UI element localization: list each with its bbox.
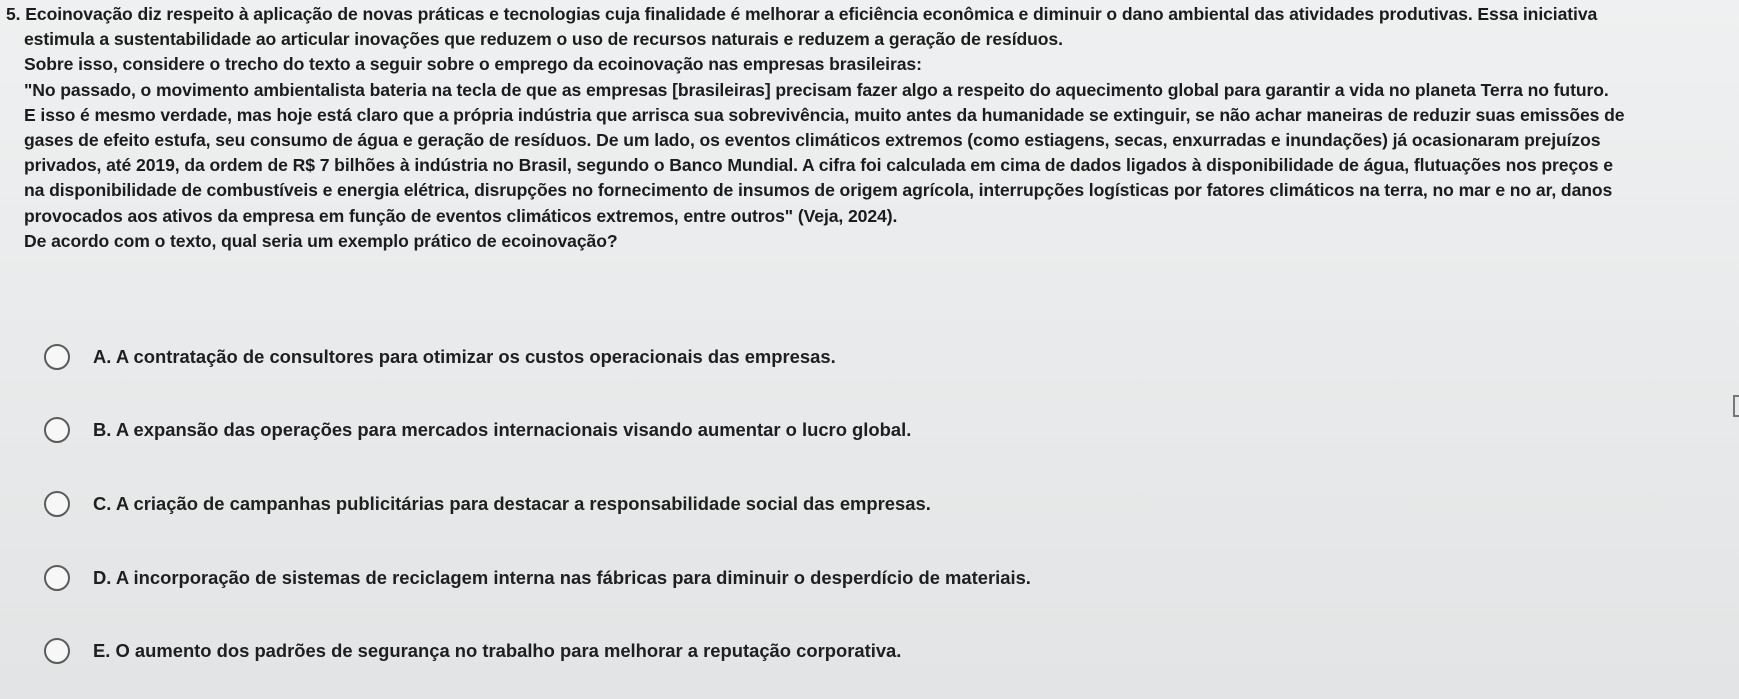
option-a[interactable] (44, 340, 836, 374)
radio-button-b[interactable] (44, 417, 70, 443)
question-prompt: De acordo com o texto, qual seria um exemplo prático de ecoinovação? (24, 230, 618, 251)
quote-line-1: "No passado, o movimento ambientalista bateria na tecla de que as empresas [brasileiras] precisam fazer algo a respeito do aquecimento global para garantir a vida no planeta Terra no futuro. (24, 79, 1609, 100)
question-block (6, 2, 1731, 254)
option-e-label: E. O aumento dos padrões de segurança no trabalho para melhorar a reputação corporativa. (93, 640, 902, 661)
option-d-label: D. A incorporação de sistemas de reciclagem interna nas fábricas para diminuir o desperdício de materiais. (93, 567, 1031, 588)
option-e[interactable] (44, 634, 901, 668)
option-a-label: A. A contratação de consultores para otimizar os custos operacionais das empresas. (93, 346, 836, 367)
radio-button-c[interactable] (44, 491, 70, 517)
option-d[interactable] (44, 561, 1031, 595)
radio-button-d[interactable] (44, 565, 70, 591)
quote-line-3: gases de efeito estufa, seu consumo de água e geração de resíduos. De um lado, os eventos climáticos extremos (como estiagens, secas, enxurradas e inundações) já ocasionaram prejuízos (24, 130, 1601, 151)
radio-button-a[interactable] (44, 344, 70, 370)
option-c-label: C. A criação de campanhas publicitárias para destacar a responsabilidade social das empresas. (93, 493, 931, 514)
option-b-label: B. A expansão das operações para mercados internacionais visando aumentar o lucro global. (93, 419, 912, 440)
question-line-1: 5. Ecoinovação diz respeito à aplicação de novas práticas e tecnologias cuja finalidade é melhorar a eficiência econômica e diminuir o dano ambiental das atividades produtivas. Essa iniciativa (6, 4, 1598, 24)
question-line-2: estimula a sustentabilidade ao articular inovações que reduzem o uso de recursos naturais e reduzem a geração de resíduos. (24, 29, 1063, 50)
question-context-intro: Sobre isso, considere o trecho do texto a seguir sobre o emprego da ecoinovação nas empresas brasileiras: (24, 54, 922, 75)
option-c[interactable] (44, 487, 931, 521)
quote-line-4: privados, até 2019, da ordem de R$ 7 bilhões à indústria no Brasil, segundo o Banco Mundial. A cifra foi calculada em cima de dados ligados à disponibilidade de água, flutuações nos preços e (24, 155, 1613, 176)
radio-button-e[interactable] (44, 638, 70, 664)
quote-line-5: na disponibilidade de combustíveis e energia elétrica, disrupções no fornecimento de insumos de origem agrícola, interrupções logísticas por fatores climáticos na terra, no mar e no ar, danos (24, 180, 1613, 201)
scrollbar-edge[interactable] (1733, 395, 1739, 417)
quote-line-6: provocados aos ativos da empresa em função de eventos climáticos extremos, entre outros" (Veja, 2024). (24, 205, 898, 226)
option-b[interactable] (44, 413, 911, 447)
quote-line-2: E isso é mesmo verdade, mas hoje está claro que a própria indústria que arrisca sua sobrevivência, muito antes da humanidade se extinguir, se não achar maneiras de reduzir suas emissões de (24, 104, 1625, 125)
